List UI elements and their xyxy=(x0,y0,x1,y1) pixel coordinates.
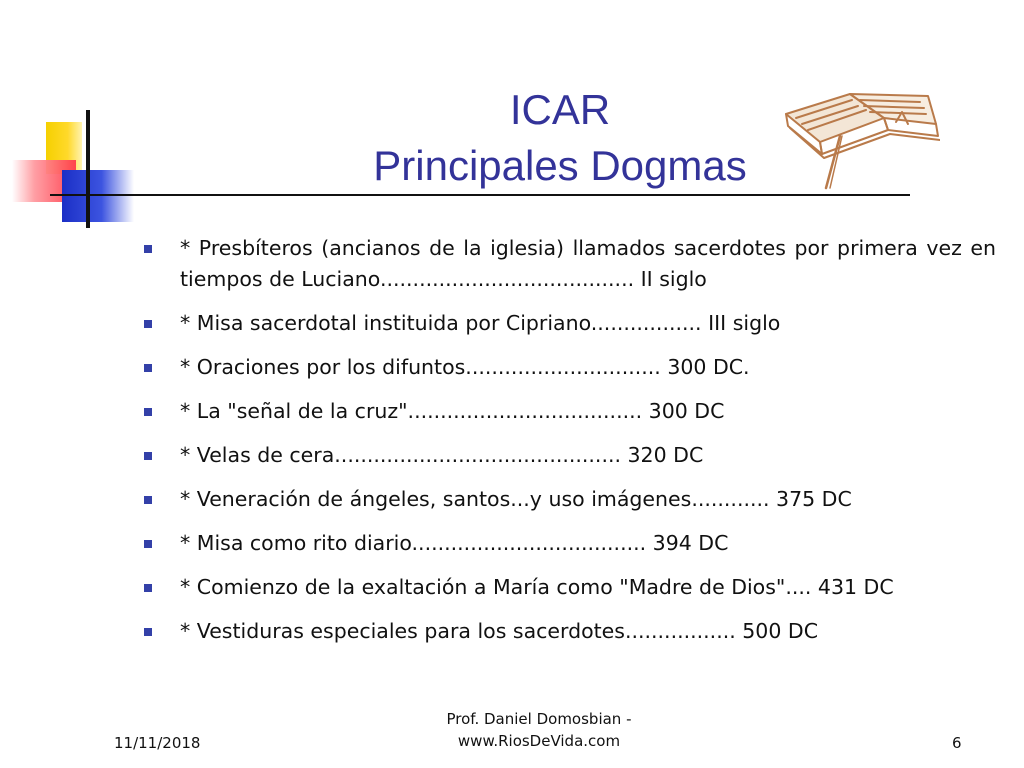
list-item-text: * Oraciones por los difuntos.............................. 300 DC. xyxy=(180,355,750,379)
bullet-square-icon xyxy=(144,584,152,592)
decor-horizontal-line xyxy=(50,194,910,196)
list-item xyxy=(140,572,996,603)
bullet-square-icon xyxy=(144,540,152,548)
bullet-square-icon xyxy=(144,320,152,328)
list-item-text: * Misa como rito diario.................................... 394 DC xyxy=(180,531,729,555)
list-item-text: * Misa sacerdotal instituida por Cipriano................. III siglo xyxy=(180,311,781,335)
page-number: 6 xyxy=(952,734,962,752)
footer-author-name: Prof. Daniel Domosbian - xyxy=(446,710,632,728)
dogma-list xyxy=(140,233,996,660)
list-item-text: * Veneración de ángeles, santos...y uso imágenes............ 375 DC xyxy=(180,487,852,511)
bullet-square-icon xyxy=(144,628,152,636)
list-item-text: * La "señal de la cruz".................................... 300 DC xyxy=(180,399,725,423)
list-item-text: * Comienzo de la exaltación a María como "Madre de Dios".... 431 DC xyxy=(180,575,894,599)
list-item-text: * Vestiduras especiales para los sacerdotes................. 500 DC xyxy=(180,619,819,643)
list-item xyxy=(140,352,996,383)
list-item xyxy=(140,528,996,559)
list-item-text: * Presbíteros (ancianos de la iglesia) llamados sacerdotes por primera vez en tiempos de Luciano....................................... II siglo xyxy=(180,236,996,291)
decor-blue-block xyxy=(62,170,134,222)
bullet-square-icon xyxy=(144,496,152,504)
list-item-text: * Velas de cera............................................ 320 DC xyxy=(180,443,704,467)
footer-date: 11/11/2018 xyxy=(114,734,201,752)
open-book-icon xyxy=(780,84,940,192)
bullet-square-icon xyxy=(144,245,152,253)
list-item xyxy=(140,484,996,515)
bullet-square-icon xyxy=(144,452,152,460)
list-item xyxy=(140,616,996,647)
decor-vertical-line xyxy=(86,110,90,228)
list-item xyxy=(140,308,996,339)
slide-title xyxy=(300,82,820,194)
title-line-1: ICAR xyxy=(509,86,611,133)
bullet-square-icon xyxy=(144,408,152,416)
footer-website: www.RiosDeVida.com xyxy=(457,732,621,750)
list-item xyxy=(140,233,996,295)
bullet-square-icon xyxy=(144,364,152,372)
footer-author xyxy=(404,708,674,752)
title-line-2: Principales Dogmas xyxy=(373,142,747,189)
list-item xyxy=(140,396,996,427)
list-item xyxy=(140,440,996,471)
